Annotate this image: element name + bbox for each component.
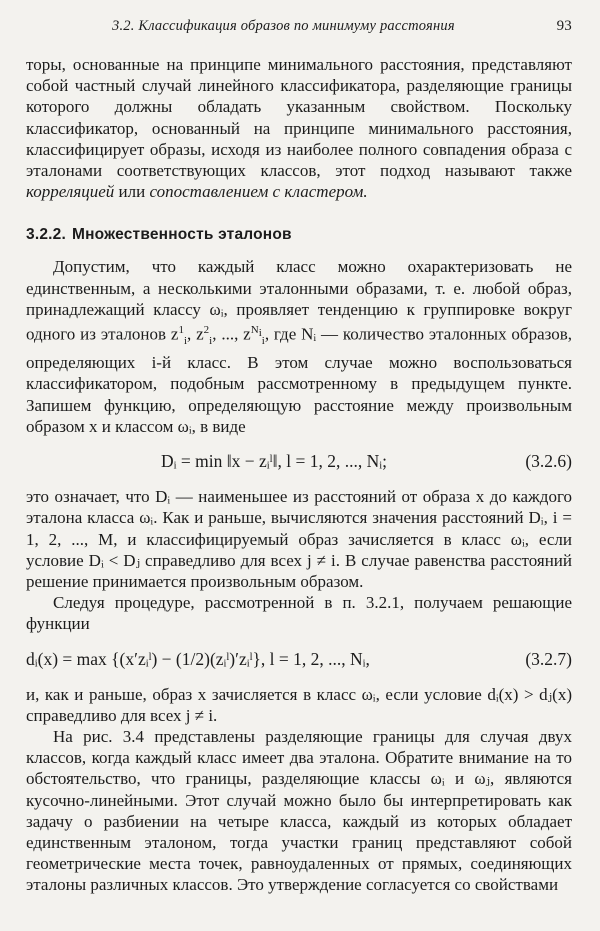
equation-formula: dᵢ(x) = max {(x′zᵢˡ) − (1/2)(zᵢˡ)′zᵢˡ}, l = 1, 2, ..., Nᵢ, [26, 648, 370, 669]
running-header [26, 18, 572, 40]
page-number: 93 [556, 18, 572, 34]
paragraph-6: На рис. 3.4 представлены разделяющие границы для случая двух классов, когда каждый класс имеет два эталона. Обратите внимание на то обстоятельство, что границы, разделяющие классы ωᵢ и ωⱼ, являются кусочно-линейными. Этот случай можно было бы интерпретировать как задачу о разбиении на четыре класса, каждый из которых обладает единственным эталоном, тогда участки границ представляют собой геометрические места точек, равноудаленных от прямых, соединяющих эталоны различных классов. Это утверждение согласуется со свойствами [26, 726, 572, 895]
paragraph-4: Следуя процедуре, рассмотренной в п. 3.2.1, получаем решающие функции [26, 593, 572, 634]
paragraph-1: торы, основанные на принципе минимального расстояния, представляют собой частный случай линейного классификатора, разделяющие границы которого должны обладать указанным свойством. Поскольку классификатор, основанный на принципе минимального расстояния, классифицирует образы, исходя из наиболее полного совпадения образа с эталонами соответствующих классов, этот подход называют также корреляцией или сопоставлением с кластером. [26, 55, 572, 202]
paragraph-5: и, как и раньше, образ x зачисляется в класс ωᵢ, если условие dᵢ(x) > dⱼ(x) справедливо для всех j ≠ i. [26, 684, 572, 725]
paragraph-2: Допустим, что каждый класс можно охарактеризовать не единственным, а несколькими эталонными образами, т. е. любой образ, принадлежащий классу ωᵢ, проявляет тенденцию к группировке вокруг одного из эталонов $z^1_i$, $z^2_i$, ..., $z^{N_i}_i$, где Nᵢ — количество эталонных образов, определяющих i-й класс. В этом случае можно воспользоваться классификатором, подобным рассмотренному в предыдущем пункте. Запишем функцию, определяющую расстояние между произвольным образом x и классом ωᵢ, в виде [26, 257, 573, 436]
paragraph-3: это означает, что Dᵢ — наименьшее из расстояний от образа x до каждого эталона класса ωᵢ. Как и раньше, вычисляются значения расстояний Dᵢ, i = 1, 2, ..., M, и классифицируемый образ зачисляется в класс ωᵢ, если условие Dᵢ < Dⱼ справедливо для всех j ≠ i. В случае равенства расстояний решение принимается произвольным образом. [26, 487, 572, 591]
section-number: 3.2.2. [26, 226, 66, 244]
equation-3-2-6 [26, 437, 572, 486]
page [26, 18, 572, 896]
running-title: 3.2. Классификация образов по минимуму расстояния [112, 18, 455, 34]
equation-3-2-7 [26, 635, 572, 684]
equation-number: (3.2.7) [525, 648, 572, 669]
equation-formula: Dᵢ = min ‖x − zᵢˡ‖, l = 1, 2, ..., Nᵢ; [161, 451, 387, 472]
equation-number: (3.2.6) [525, 451, 572, 472]
term-cluster-matching: сопоставлением с кластером. [149, 182, 368, 202]
section-heading [26, 226, 572, 244]
section-title: Множественность эталонов [71, 226, 292, 244]
term-correlation: корреляцией [26, 182, 115, 202]
